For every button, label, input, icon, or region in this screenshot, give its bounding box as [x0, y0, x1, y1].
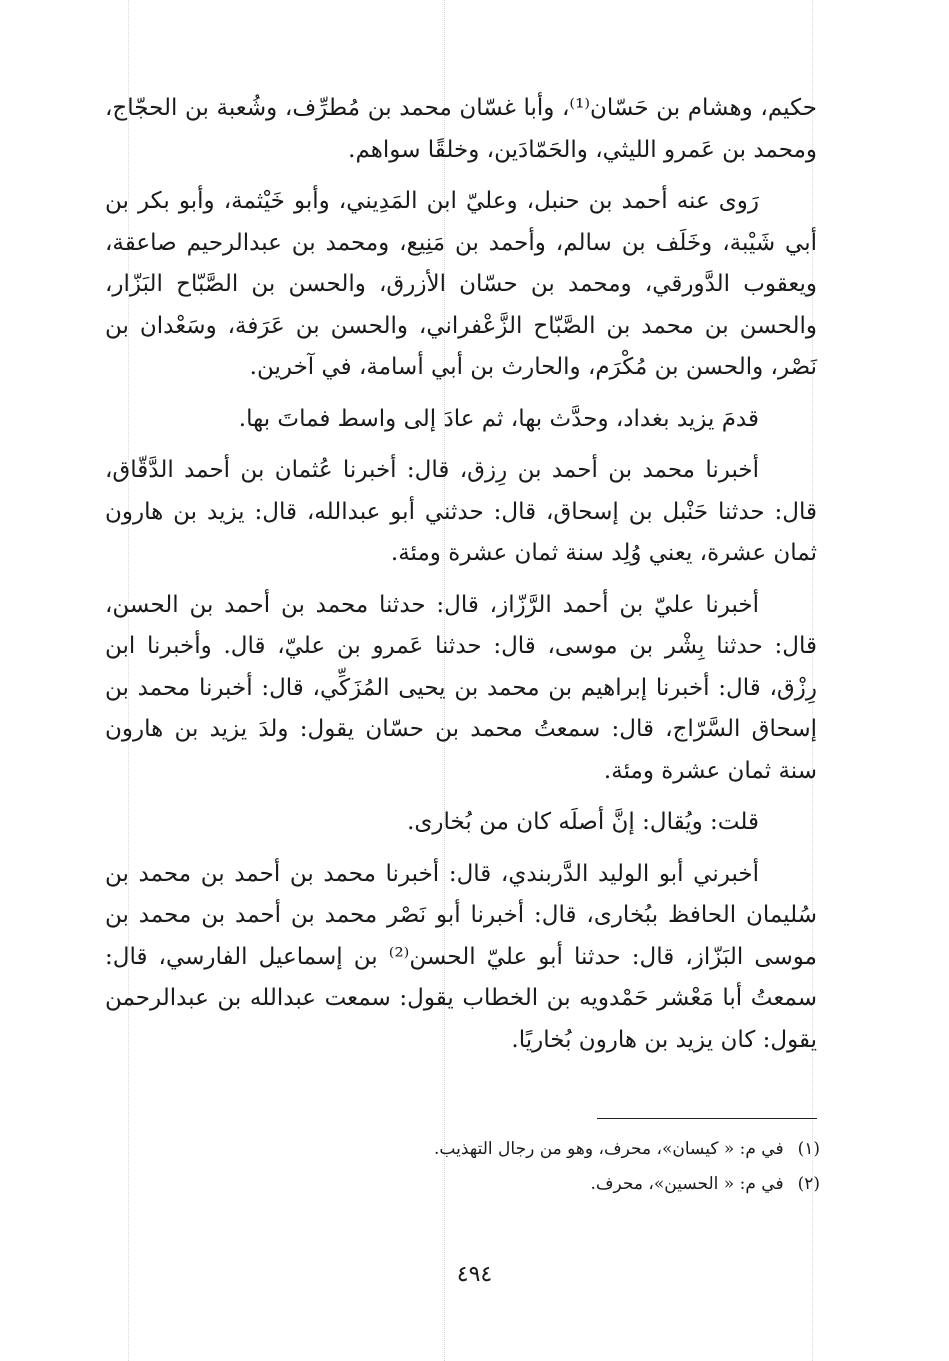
footnote-number: (١): [797, 1139, 820, 1159]
paragraph: أخبرنا محمد بن أحمد بن رِزق، قال: أخبرنا عُثمان بن أحمد الدَّقّاق، قال: حدثنا حَنْبل بن إسحاق، قال: حدثني أبو عبدالله، قال: يزيد بن هارون ثمان عشرة، يعني وُلِد سنة ثمان عشرة ومئة.: [105, 457, 817, 566]
footnote-text: في م: « كيسان»، محرف، وهو من رجال التهذيب.: [434, 1139, 784, 1159]
footnote-number: (٢): [797, 1174, 820, 1194]
paragraph: رَوى عنه أحمد بن حنبل، وعليّ ابن المَدِيني، وأبو خَيْثمة، وأبو بكر بن أبي شَيْبة، وخَلَف بن سالم، وأحمد بن مَنِيع، ومحمد بن عبدالرحيم صاعقة، ويعقوب الدَّورقي، ومحمد بن حسّان الأزرق، والحسن بن الصَّبّاح البَزّار، والحسن بن محمد بن الصَّبّاح الزَّعْفراني، والحسن بن عَرَفة، وسَعْدان بن نَصْر، والحسن بن مُكْرَم، والحارث بن أبي أسامة، في آخرين.: [105, 188, 817, 380]
paragraph: حكيم، وهشام بن حَسّان⁽¹⁾، وأبا غسّان محمد بن مُطرِّف، وشُعبة بن الحجّاج، ومحمد بن عَمرو الليثي، والحَمّادَين، وخلقًا سواهم.: [105, 95, 818, 163]
paragraph: قلت: ويُقال: إنَّ أصلَه كان من بُخارى.: [407, 809, 759, 835]
footnotes: [300, 1132, 820, 1202]
paragraph: قدمَ يزيد بغداد، وحدَّث بها، ثم عادَ إلى واسط فماتَ بها.: [238, 405, 759, 432]
paragraph: أخبرنا عليّ بن أحمد الرَّزّاز، قال: حدثنا محمد بن أحمد بن الحسن، قال: حدثنا بِشْر بن موسى، قال: حدثنا عَمرو بن عليّ، قال. وأخبرنا ابن رِزْق، قال: أخبرنا إبراهيم بن محمد بن يحيى المُزَكِّي، قال: أخبرنا محمد بن إسحاق السَّرّاج، قال: سمعتُ محمد بن حسّان يقول: ولدَ يزيد بن هارون سنة ثمان عشرة ومئة.: [105, 591, 817, 784]
main-text: [105, 88, 817, 1071]
footnote: [300, 1132, 820, 1167]
footnote-separator: [597, 1118, 817, 1119]
paragraph: أخبرني أبو الوليد الدَّربندي، قال: أخبرنا محمد بن أحمد بن محمد بن سُليمان الحافظ ببُخارى، قال: أخبرنا أبو نَصْر محمد بن أحمد بن محمد بن موسى البَزّاز، قال: حدثنا أبو عليّ الحسن⁽²⁾ بن إسماعيل الفارسي، قال: سمعتُ أبا مَعْشر حَمْدويه بن الخطاب يقول: سمعت عبدالله بن عبدالرحمن يقول: كان يزيد بن هارون بُخاريًا.: [105, 860, 817, 1053]
footnote: [300, 1167, 820, 1202]
footnote-text: في م: « الحسين»، محرف.: [590, 1174, 784, 1194]
page-number: ٤٩٤: [456, 1262, 493, 1287]
